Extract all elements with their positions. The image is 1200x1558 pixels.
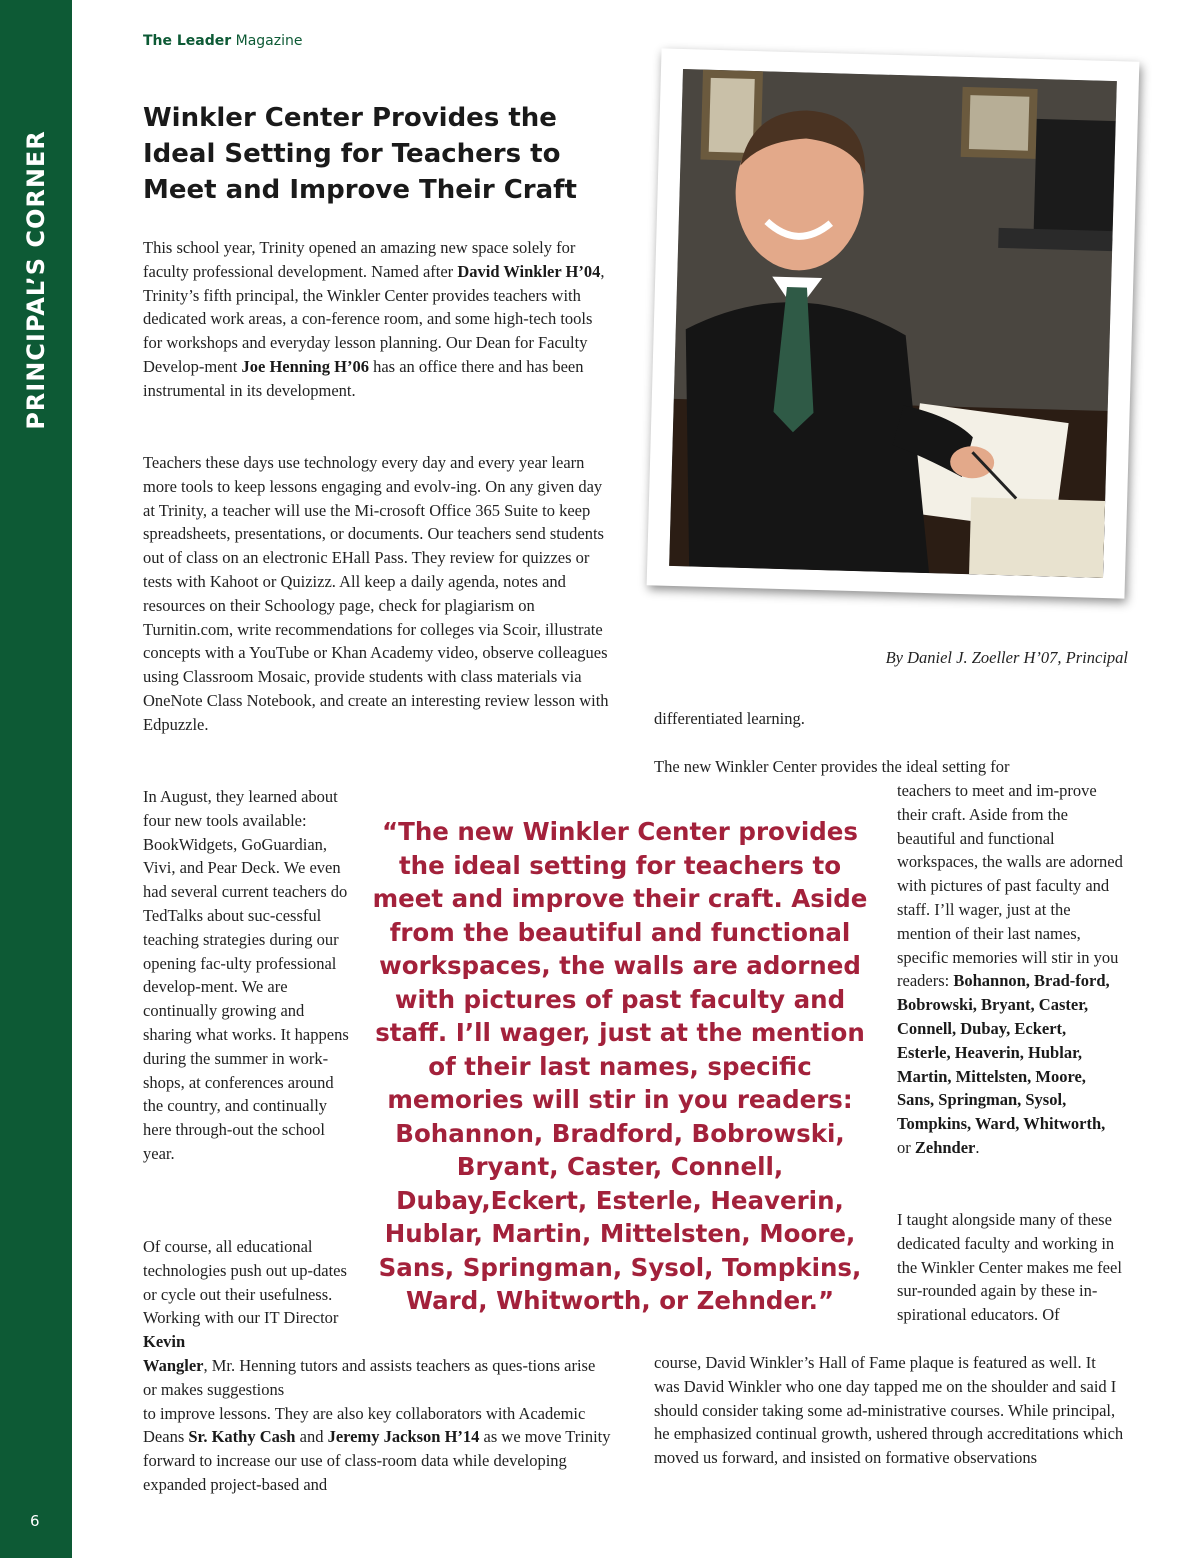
masthead-brand: The Leader (143, 33, 232, 49)
paragraph-winkler-center-lead: The new Winkler Center provides the ideal setting for (654, 757, 1010, 776)
paragraph-taught-alongside: I taught alongside many of these dedicated faculty and working in the Winkler Center makes me feel sur-rounded again by these in-spirational educators. Of (897, 1210, 1122, 1325)
principal-photo-frame (647, 48, 1140, 598)
article-byline: By Daniel J. Zoeller H’07, Principal (885, 648, 1128, 667)
article-headline: Winkler Center Provides the Ideal Setting for Teachers to Meet and Improve Their Craft (143, 103, 577, 205)
paragraph-updates-wide: Wangler, Mr. Henning tutors and assists teachers as ques-tions arise or makes suggestions to improve lessons. They are also key collaborators with Academic Deans Sr. Kathy Cash and Jeremy Jackson H’14 as we move Trinity forward to increase our use of class-room data while developing expanded project-based and (143, 1356, 611, 1494)
page-number: 6 (30, 1512, 40, 1530)
pull-quote: “The new Winkler Center provides the ideal setting for teachers to meet and improve their craft. Aside from the beautiful and functional workspaces, the walls are adorned with pictures of past faculty and staff. I’ll wager, just at the mention of their last names, specific memories will stir in you readers: Bohannon, Bradford, Bobrowski, Bryant, Caster, Connell, Dubay,Eckert, Esterle, Heaverin, Hublar, Martin, Mittelsten, Moore, Sans, Springman, Sysol, Tompkins, Ward, Whitworth, or Zehnder.” (372, 817, 868, 1315)
paragraph-winkler-center: teachers to meet and im-prove their craft. Aside from the beautiful and functional workspaces, the walls are adorned with pictures of past faculty and staff. I’ll wager, just at the mention of their last names, specific memories will stir in you readers: Bohannon, Brad-ford, Bobrowski, Bryant, Caster, Connell, Dubay, Eckert, Esterle, Heaverin, Hublar, Martin, Mittelsten, Moore, Sans, Springman, Sysol, Tompkins, Ward, Whitworth, or Zehnder. (897, 781, 1123, 1157)
principal-photo (669, 69, 1117, 578)
paragraph-new-tools: In August, they learned about four new tools available: BookWidgets, GoGuardian, Vivi, and Pear Deck. We even had several current teachers do TedTalks about suc-cessful teaching strategies during our opening fac-ulty professional develop-ment. We are continually growing and sharing what works. It happens during the summer in work-shops, at conferences around the country, and continually here through-out the school year. (143, 787, 349, 1163)
masthead-suffix: Magazine (235, 33, 303, 49)
principal-photo-illustration (669, 69, 1117, 578)
paragraph-differentiated: differentiated learning. (654, 709, 805, 728)
masthead (143, 33, 302, 49)
section-sidebar (0, 0, 72, 1558)
paragraph-technology: Teachers these days use technology every day and every year learn more tools to keep lessons engaging and evolv-ing. On any given day at Trinity, a teacher will use the Mi-crosoft Office 365 Suite to keep spreadsheets, presentations, or documents. Our teachers send students out of class on an electronic EHall Pass. They review for quizzes or tests with Kahoot or Quizizz. All keep a daily agenda, notes and resources on their Schoology page, check for plagiarism on Turnitin.com, write recommendations for colleges via Scoir, illustrate concepts with a YouTube or Khan Academy video, observe colleagues using Classroom Mosaic, provide students with class materials via OneNote Class Notebook, and create an interesting review lesson with Edpuzzle. (143, 453, 609, 734)
paragraph-intro: This school year, Trinity opened an amazing new space solely for faculty professional development. Named after David Winkler H’04, Trinity’s fifth principal, the Winkler Center provides teachers with dedicated work areas, a con-ference room, and some high-tech tools for workshops and everyday lesson planning. Our Dean for Faculty Develop-ment Joe Henning H’06 has an office there and has been instrumental in its development. (143, 238, 605, 400)
paragraph-updates-narrow: Of course, all educational technologies push out up-dates or cycle out their usefulness. Working with our IT Director Kevin (143, 1237, 347, 1352)
section-label: PRINCIPAL’S CORNER (22, 130, 50, 430)
paragraph-hall-of-fame: course, David Winkler’s Hall of Fame plaque is featured as well. It was David Winkler who one day tapped me on the shoulder and said I should consider taking some ad-ministrative courses. While principal, he emphasized continual growth, ushered through accreditations which moved us forward, and insisted on formative observations (654, 1353, 1124, 1468)
